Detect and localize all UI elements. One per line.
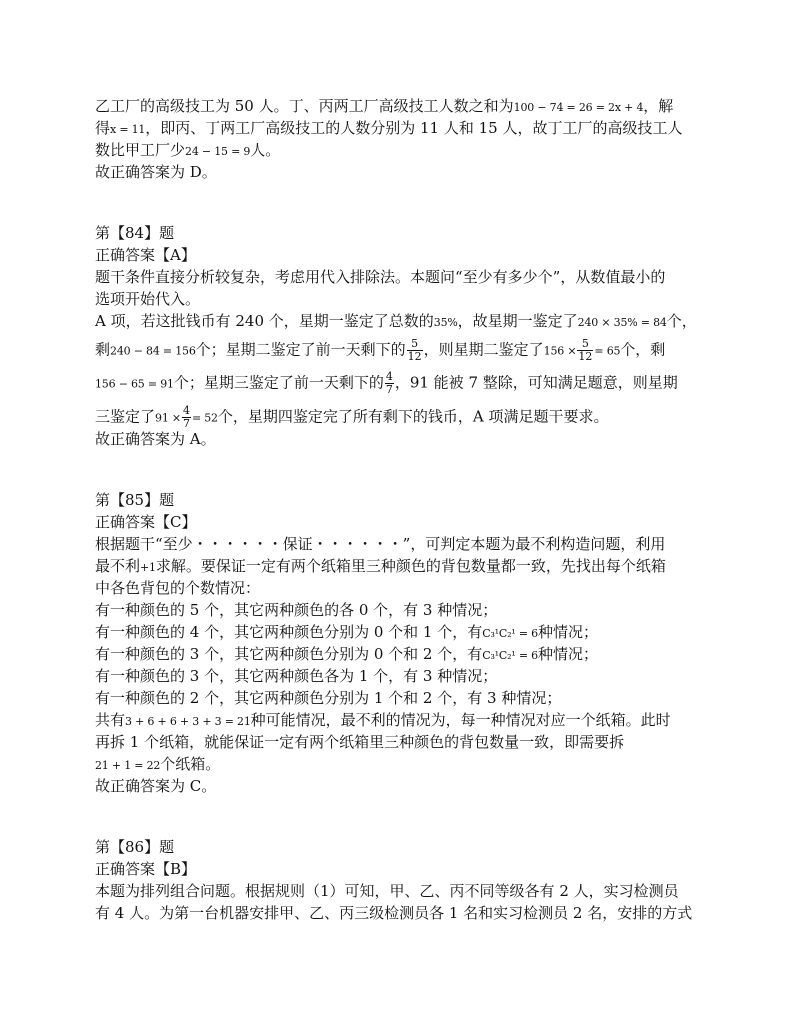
math-expression: x = 11 bbox=[110, 123, 146, 136]
text-run: ，故星期一鉴定了 bbox=[457, 312, 578, 330]
text-line: 中各色背包的个数情况： bbox=[95, 579, 261, 597]
correct-answer: 正确答案【B】 bbox=[95, 860, 197, 878]
text-run: 三鉴定了 bbox=[95, 407, 156, 426]
math-expression: 24 − 15 = 9 bbox=[185, 145, 251, 158]
text-line: 有一种颜色的 2 个，其它两种颜色分别为 1 个和 2 个，有 3 种情况； bbox=[95, 689, 562, 707]
math-expression: 3 + 6 + 6 + 3 + 3 = 21 bbox=[125, 715, 251, 728]
text-run: 共有 bbox=[95, 711, 126, 729]
fraction-numerator: 4 bbox=[182, 404, 190, 417]
text-run: 个，剩 bbox=[620, 340, 666, 359]
question-heading: 第【84】题 bbox=[95, 224, 175, 242]
math-expression: 100 − 74 = 26 = 2x + 4 bbox=[513, 101, 644, 114]
text-run: ，解 bbox=[643, 97, 674, 115]
answer-conclusion: 故正确答案为 A。 bbox=[95, 430, 216, 448]
text-run: 个；星期二鉴定了前一天剩下的 bbox=[195, 340, 406, 359]
math-expression: 156 × bbox=[543, 344, 577, 358]
text-run: 乙工厂的高级技工为 50 人。丁、丙两工厂高级技工人数之和为 bbox=[95, 97, 514, 115]
text-line bbox=[95, 709, 710, 733]
text-run: 个纸箱。 bbox=[160, 755, 221, 773]
text-run: ，即丙、丁两工厂高级技工的人数分别为 11 人和 15 人，故丁工厂的高级技工人 bbox=[145, 119, 683, 137]
math-expression: +1 bbox=[140, 561, 156, 574]
question-heading: 第【85】题 bbox=[95, 491, 175, 509]
fraction-numerator: 4 bbox=[385, 370, 393, 383]
text-line bbox=[95, 139, 710, 163]
text-line: 本题为排列组合问题。根据规则（1）可知，甲、乙、丙不同等级各有 2 人，实习检测员 bbox=[95, 882, 679, 900]
math-expression: 156 − 65 = 91 bbox=[95, 377, 174, 391]
text-line: 选项开始代入。 bbox=[95, 290, 201, 308]
text-run: 有一种颜色的 4 个，其它两种颜色分别为 0 个和 1 个，有 bbox=[95, 623, 483, 641]
text-line: 有 4 人。为第一台机器安排甲、乙、丙三级检测员各 1 名和实习检测员 2 名，安排的方式 bbox=[95, 904, 693, 922]
answer-conclusion: 故正确答案为 D。 bbox=[95, 163, 217, 181]
text-line bbox=[95, 338, 710, 363]
math-expression: = 52 bbox=[191, 411, 218, 425]
fraction-denominator: 7 bbox=[385, 383, 393, 396]
text-run: 有一种颜色的 3 个，其它两种颜色分别为 0 个和 2 个，有 bbox=[95, 645, 483, 663]
text-run: 个，星期四鉴定完了所有剩下的钱币，A 项满足题干要求。 bbox=[217, 407, 609, 426]
text-line bbox=[95, 371, 710, 396]
question-heading: 第【86】题 bbox=[95, 838, 175, 856]
fraction bbox=[577, 338, 593, 363]
text-line bbox=[95, 117, 710, 141]
math-expression: C₃¹C₂¹ = 6 bbox=[482, 649, 538, 662]
correct-answer: 正确答案【A】 bbox=[95, 246, 196, 264]
text-run: ，91 能被 7 整除，可知满足题意，则星期 bbox=[394, 373, 678, 392]
text-line: 有一种颜色的 3 个，其它两种颜色各为 1 个，有 3 种情况； bbox=[95, 667, 498, 685]
text-line bbox=[95, 643, 710, 667]
math-expression: 240 − 84 = 156 bbox=[110, 344, 196, 358]
correct-answer: 正确答案【C】 bbox=[95, 513, 197, 531]
answer-conclusion: 故正确答案为 C。 bbox=[95, 777, 217, 795]
text-line bbox=[95, 555, 710, 579]
text-run: 种可能情况，最不利的情况为，每一种情况对应一个纸箱。此时 bbox=[250, 711, 671, 729]
text-line: 根据题干“至少・・・・・・保证・・・・・・”，可判定本题为最不利构造问题，利用 bbox=[95, 535, 666, 553]
text-line bbox=[95, 310, 710, 334]
math-expression: C₃¹C₂¹ = 6 bbox=[482, 627, 538, 640]
fraction bbox=[385, 371, 394, 396]
text-run: 种情况； bbox=[537, 645, 598, 663]
text-run: 个， bbox=[666, 312, 697, 330]
fraction-denominator: 12 bbox=[578, 350, 593, 363]
text-run: 数比甲工厂少 bbox=[95, 141, 186, 159]
fraction-numerator: 5 bbox=[407, 338, 423, 351]
fraction-denominator: 7 bbox=[182, 417, 190, 430]
text-run: 求解。要保证一定有两个纸箱里三种颜色的背包数量都一致，先找出每个纸箱 bbox=[155, 557, 666, 575]
text-run: 个；星期三鉴定了前一天剩下的 bbox=[173, 373, 384, 392]
math-expression: 35% bbox=[433, 316, 458, 329]
math-expression: 240 × 35% = 84 bbox=[577, 316, 667, 329]
fraction-denominator: 12 bbox=[407, 350, 422, 363]
text-run: 最不利 bbox=[95, 557, 141, 575]
text-run: ，则星期二鉴定了 bbox=[423, 340, 544, 359]
text-run: A 项，若这批钱币有 240 个，星期一鉴定了总数的 bbox=[95, 312, 434, 330]
fraction bbox=[182, 405, 191, 430]
fraction-numerator: 5 bbox=[577, 338, 593, 351]
text-line: 题干条件直接分析较复杂，考虑用代入排除法。本题问“至少有多少个”，从数值最小的 bbox=[95, 268, 666, 286]
text-line bbox=[95, 753, 710, 777]
math-expression: 21 + 1 = 22 bbox=[95, 759, 161, 772]
text-run: 剩 bbox=[95, 340, 111, 359]
text-line bbox=[95, 95, 710, 119]
text-line bbox=[95, 621, 710, 645]
text-run: 得 bbox=[95, 119, 111, 137]
text-line: 有一种颜色的 5 个，其它两种颜色的各 0 个，有 3 种情况； bbox=[95, 601, 498, 619]
math-expression: 91 × bbox=[155, 411, 181, 425]
math-expression: = 65 bbox=[594, 344, 621, 358]
text-run: 人。 bbox=[250, 141, 281, 159]
fraction bbox=[407, 338, 423, 363]
text-run: 种情况； bbox=[537, 623, 598, 641]
text-line: 再拆 1 个纸箱，就能保证一定有两个纸箱里三种颜色的背包数量一致，即需要拆 bbox=[95, 733, 625, 751]
text-line bbox=[95, 405, 710, 430]
